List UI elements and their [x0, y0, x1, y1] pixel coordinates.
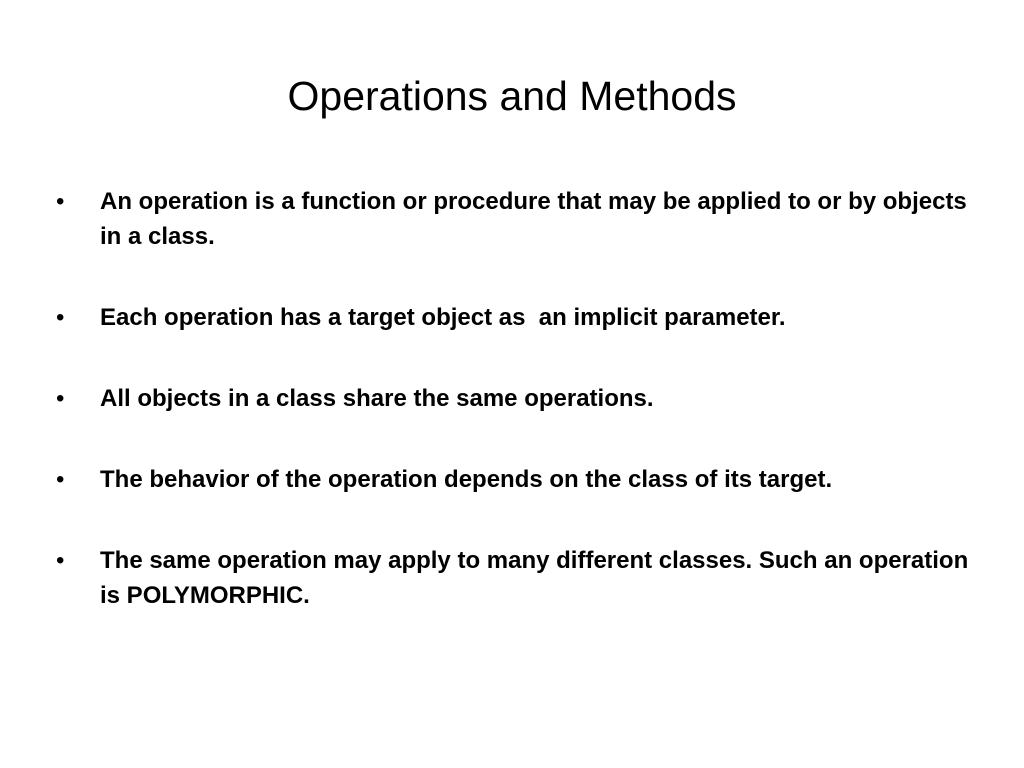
bullet-item: [56, 184, 976, 254]
bullet-marker: •: [56, 385, 65, 412]
bullet-marker: •: [56, 304, 65, 331]
bullet-marker: •: [56, 547, 65, 574]
bullet-item: [56, 462, 976, 497]
bullet-text: All objects in a class share the same operations.: [100, 385, 654, 412]
bullet-item: [56, 381, 976, 416]
bullet-item: [56, 300, 976, 335]
bullet-text: The behavior of the operation depends on the class of its target.: [100, 466, 833, 493]
slide-title: Operations and Methods: [287, 73, 737, 119]
bullet-marker: •: [56, 466, 65, 493]
bullet-text: An operation is a function or procedure that may be applied to or by objects in a class.: [100, 188, 974, 250]
bullet-text: The same operation may apply to many different classes. Such an operation is POLYMORPHIC.: [100, 547, 975, 609]
bullet-marker: •: [56, 188, 65, 215]
bullet-text: Each operation has a target object as an implicit parameter.: [100, 304, 786, 331]
bullet-list: [56, 184, 976, 613]
bullet-item: [56, 543, 976, 613]
